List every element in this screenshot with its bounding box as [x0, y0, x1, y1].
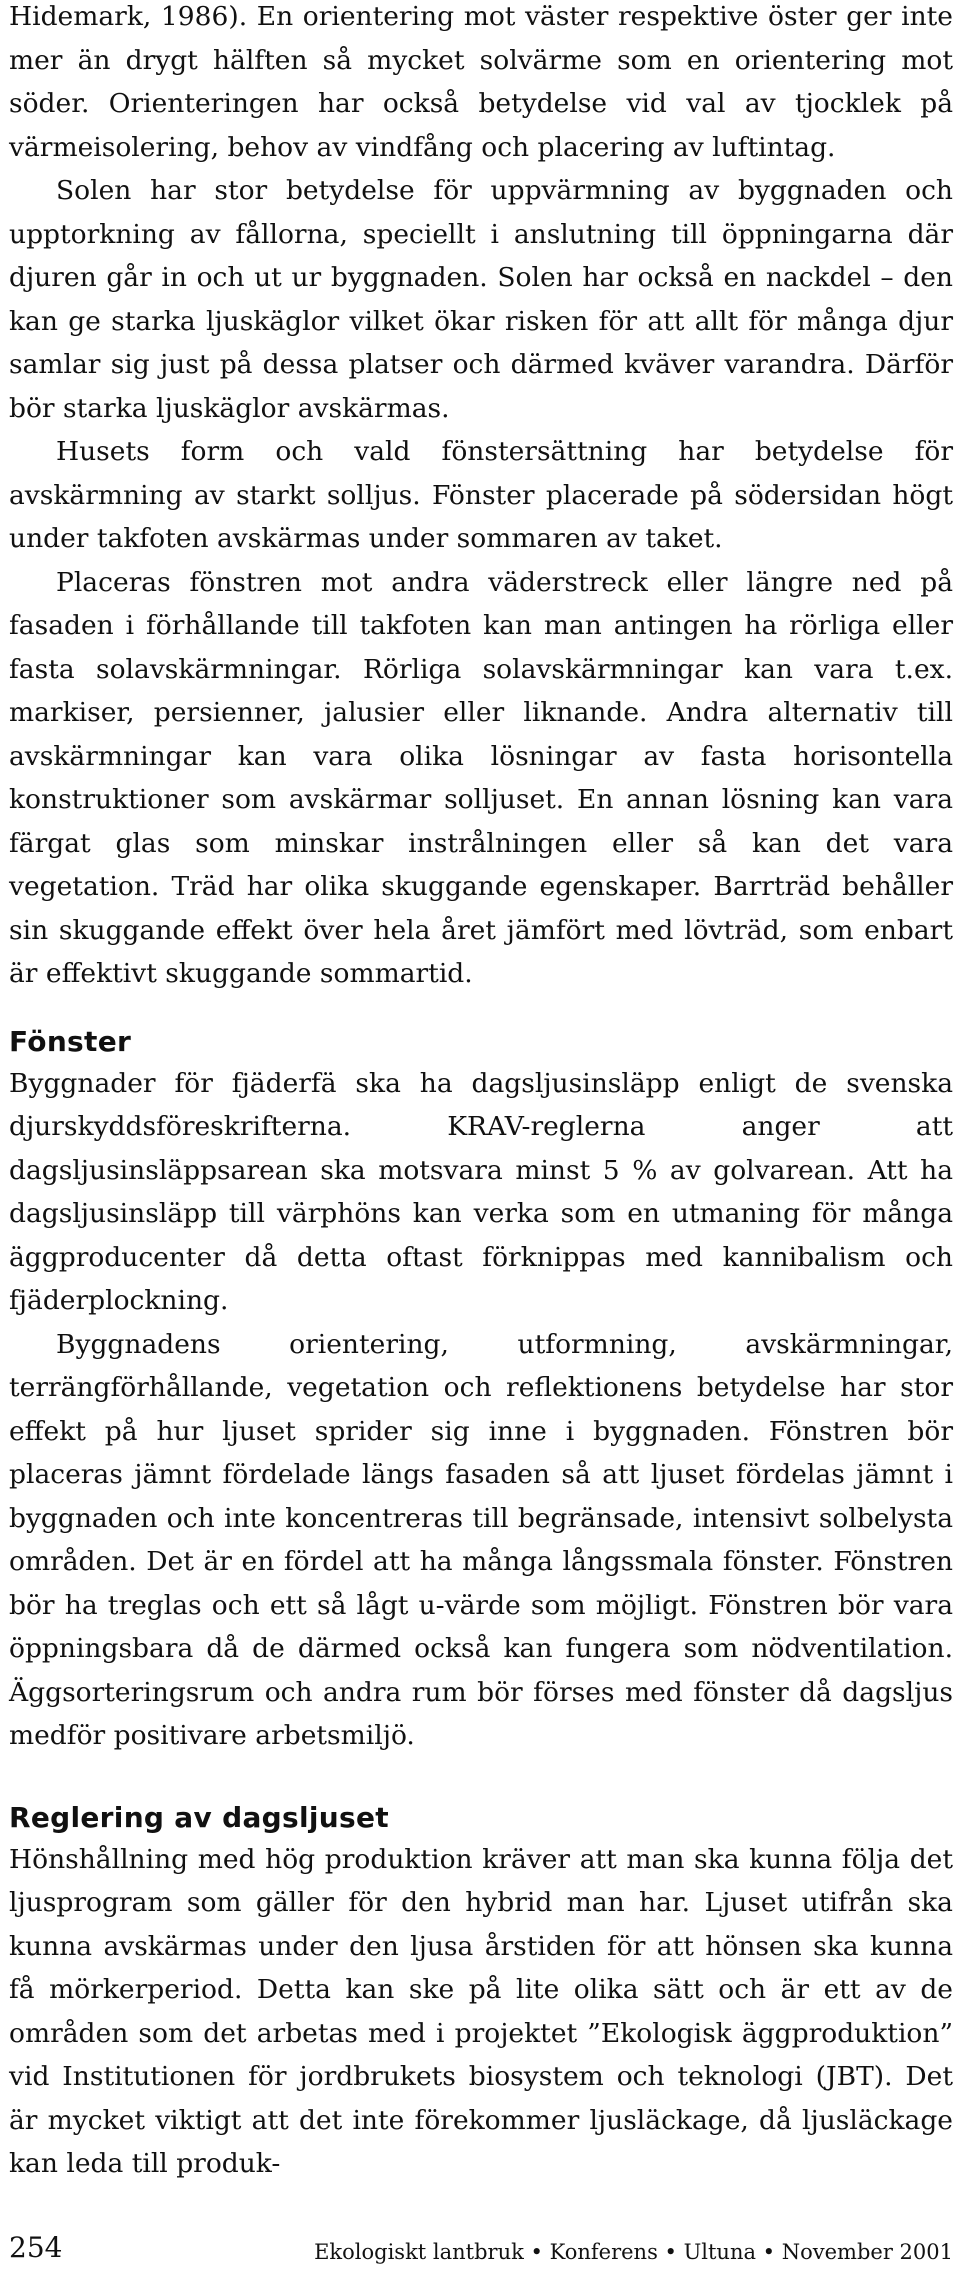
running-title: Ekologiskt lantbruk • Konferens • Ultuna • November 2001 — [314, 2240, 953, 2264]
page-footer — [9, 2223, 953, 2273]
page-number: 254 — [9, 2231, 63, 2264]
body-paragraph: Hidemark, 1986). En orientering mot väster respektive öster ger inte mer än drygt hälften så mycket solvärme som en orientering mot söder. Orienteringen har också betydelse vid val av tjocklek på värmeisolering, behov av vindfång och placering av luftintag. — [9, 1, 953, 163]
document-page — [9, 0, 953, 2186]
body-paragraph: Hönshållning med hög produktion kräver att man ska kunna följa det ljusprogram som gäller för den hybrid man har. Ljuset utifrån ska kunna avskärmas under den ljusa årstiden för att hönsen ska kunna få mörkerperiod. Detta kan ske på lite olika sätt och är ett av de områden som det arbetas med i projektet ”Ekologisk äggproduktion” vid Institutionen för jordbrukets biosystem och teknologi (JBT). Det är mycket viktigt att det inte förekommer ljusläckage, då ljusläckage kan leda till produk- — [9, 1843, 953, 2179]
windows-section — [9, 1022, 953, 1758]
body-paragraph: Solen har stor betydelse för uppvärmning av byggnaden och upptorkning av fållorna, speciellt i anslutning till öppningarna där djuren går in och ut ur byggnaden. Solen har också en nackdel – den kan ge starka ljuskäglor vilket ökar risken för att allt för många djur samlar sig just på dessa platser och därmed kväver varandra. Därför bör starka ljuskäglor avskärmas. — [9, 175, 953, 424]
section-heading: Fönster — [9, 1024, 132, 1058]
body-paragraph: Byggnadens orientering, utformning, avskärmningar, terrängförhållande, vegetation och reflektionens betydelse har stor effekt på hur ljuset sprider sig inne i byggnaden. Fönstren bör placeras jämnt fördelade längs fasaden så att ljuset fördelas jämnt i byggnaden och inte koncentreras till begränsade, intensivt solbelysta områden. Det är en fördel att ha många långssmala fönster. Fönstren bör ha treglas och ett så lågt u-värde som möjligt. Fönstren bör vara öppningsbara då de därmed också kan fungera som nödventilation. Äggsorteringsrum och andra rum bör förses med fönster då dagsljus medför positivare arbetsmiljö. — [9, 1328, 953, 1751]
body-paragraph: Byggnader för fjäderfä ska ha dagsljusinsläpp enligt de svenska djurskyddsföreskrifterna. KRAV-reglerna anger att dagsljusinsläppsarean ska motsvara minst 5 % av golvarean. Att ha dagsljusinsläpp till värphöns kan verka som en utmaning för många äggproducenter då detta oftast förknippas med kannibalism och fjäderplockning. — [9, 1067, 953, 1316]
daylight-section — [9, 1798, 953, 2186]
body-paragraph: Placeras fönstren mot andra väderstreck eller längre ned på fasaden i förhållande till takfoten kan man antingen ha rörliga eller fasta solavskärmningar. Rörliga solavskärmningar kan vara t.ex. markiser, persienner, jalusier eller liknande. Andra alternativ till avskärmningar kan vara olika lösningar av fasta horisontella konstruktioner som avskärmar solljuset. En annan lösning kan vara färgat glas som minskar instrålningen eller så kan det vara vegetation. Träd har olika skuggande egenskaper. Barrträd behåller sin skuggande effekt över hela året jämfört med lövträd, som enbart är effektivt skuggande sommartid. — [9, 566, 953, 989]
intro-section — [9, 0, 953, 996]
section-heading: Reglering av dagsljuset — [9, 1800, 389, 1834]
body-paragraph: Husets form och vald fönstersättning har betydelse för avskärmning av starkt solljus. Fönster placerade på södersidan högt under takfoten avskärmas under sommaren av taket. — [9, 436, 953, 554]
